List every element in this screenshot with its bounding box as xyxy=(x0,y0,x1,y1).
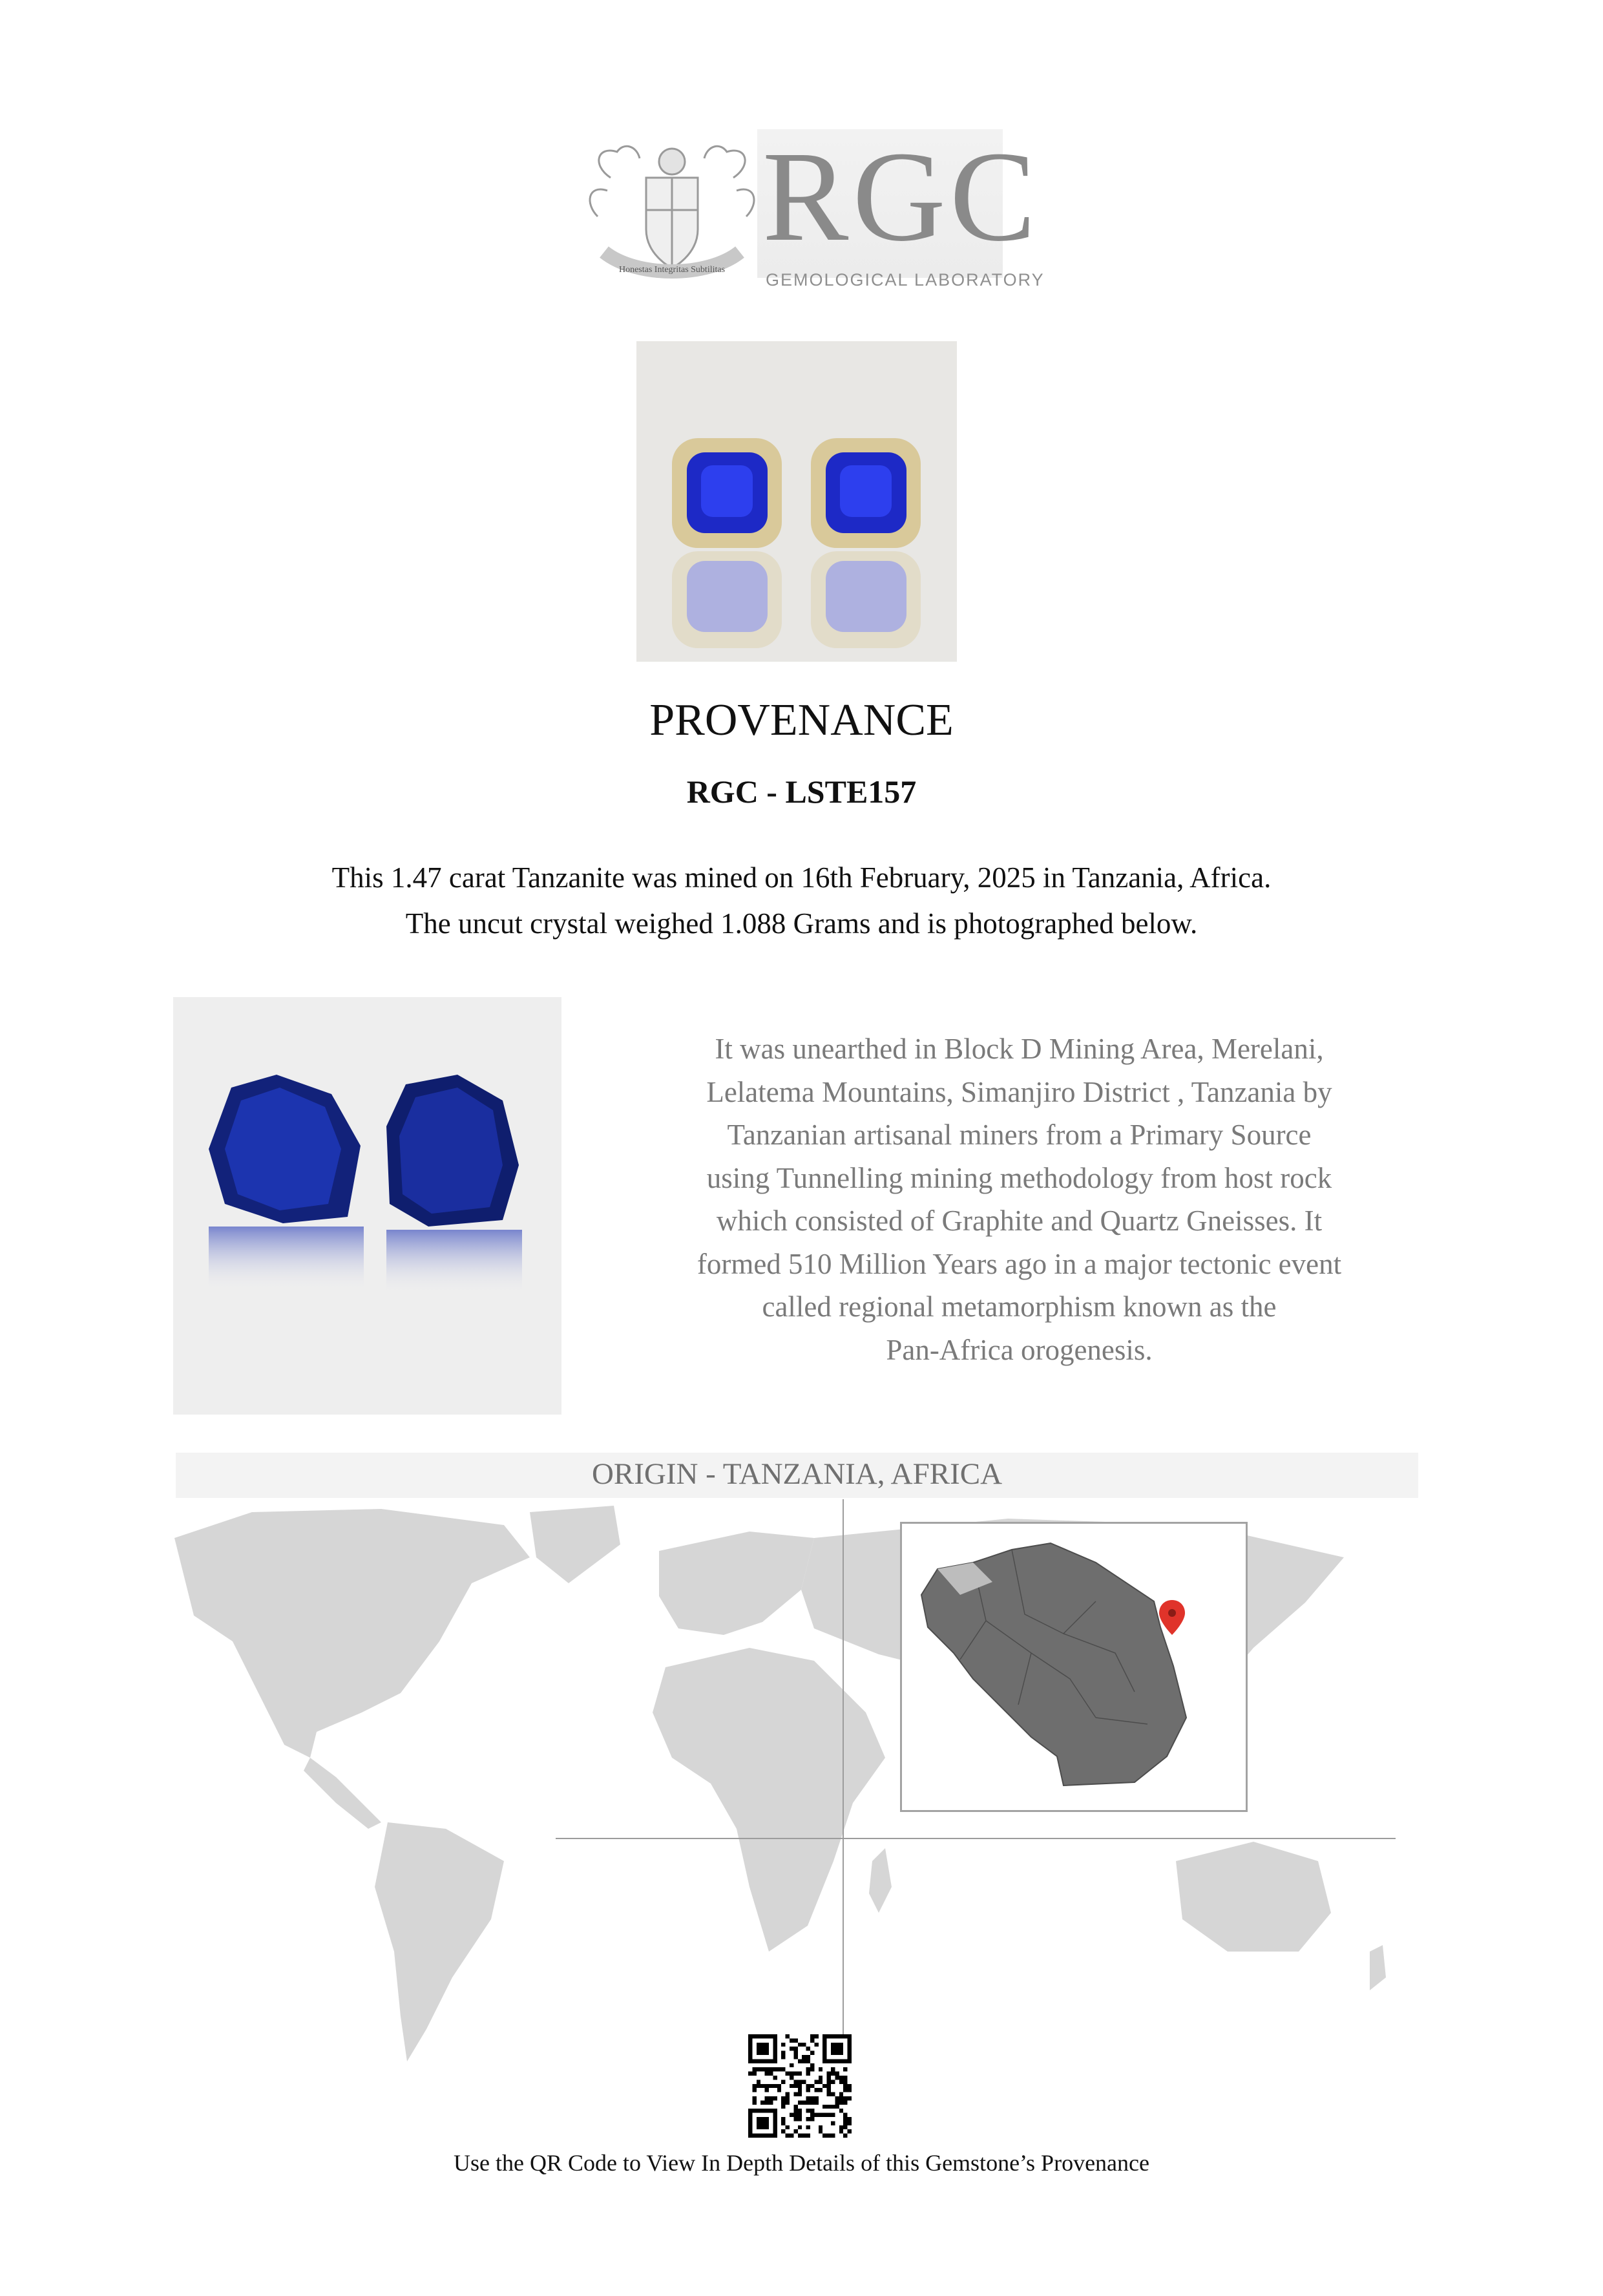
description-line: It was unearthed in Block D Mining Area, Merelani, xyxy=(715,1033,1324,1065)
description-line: Pan-Africa orogenesis. xyxy=(886,1333,1153,1366)
description-line: which consisted of Graphite and Quartz Gneisses. It xyxy=(716,1205,1323,1237)
crest-logo-icon xyxy=(585,139,759,294)
logo-wordmark: RGC xyxy=(762,125,1040,268)
description-line: formed 510 Million Years ago in a major tectonic event xyxy=(697,1247,1342,1280)
provenance-description xyxy=(640,1027,1399,1371)
earring-photo xyxy=(636,341,957,662)
reference-number: RGC - LSTE157 xyxy=(686,774,917,810)
description-line: using Tunnelling mining methodology from host rock xyxy=(706,1161,1332,1194)
tanzania-inset-map xyxy=(900,1522,1248,1812)
intro-line-1: This 1.47 carat Tanzanite was mined on 16th February, 2025 in Tanzania, Africa. xyxy=(331,861,1272,894)
qr-code[interactable] xyxy=(748,2034,852,2138)
page-title: PROVENANCE xyxy=(649,695,954,745)
origin-label: ORIGIN - TANZANIA, AFRICA xyxy=(591,1457,1003,1491)
rough-crystal-photo xyxy=(173,997,561,1415)
intro-line-2: The uncut crystal weighed 1.088 Grams and is photographed below. xyxy=(405,907,1198,940)
description-line: Tanzanian artisanal miners from a Primary Source xyxy=(727,1119,1312,1151)
svg-text:Honestas Integritas Subtilitas: Honestas Integritas Subtilitas xyxy=(618,265,726,275)
description-line: Lelatema Mountains, Simanjiro District , Tanzania by xyxy=(706,1075,1332,1108)
qr-caption: Use the QR Code to View In Depth Details of this Gemstone’s Provenance xyxy=(454,2150,1149,2176)
logo-subtitle: GEMOLOGICAL LABORATORY xyxy=(766,270,1045,290)
description-line: called regional metamorphism known as the xyxy=(762,1290,1277,1323)
